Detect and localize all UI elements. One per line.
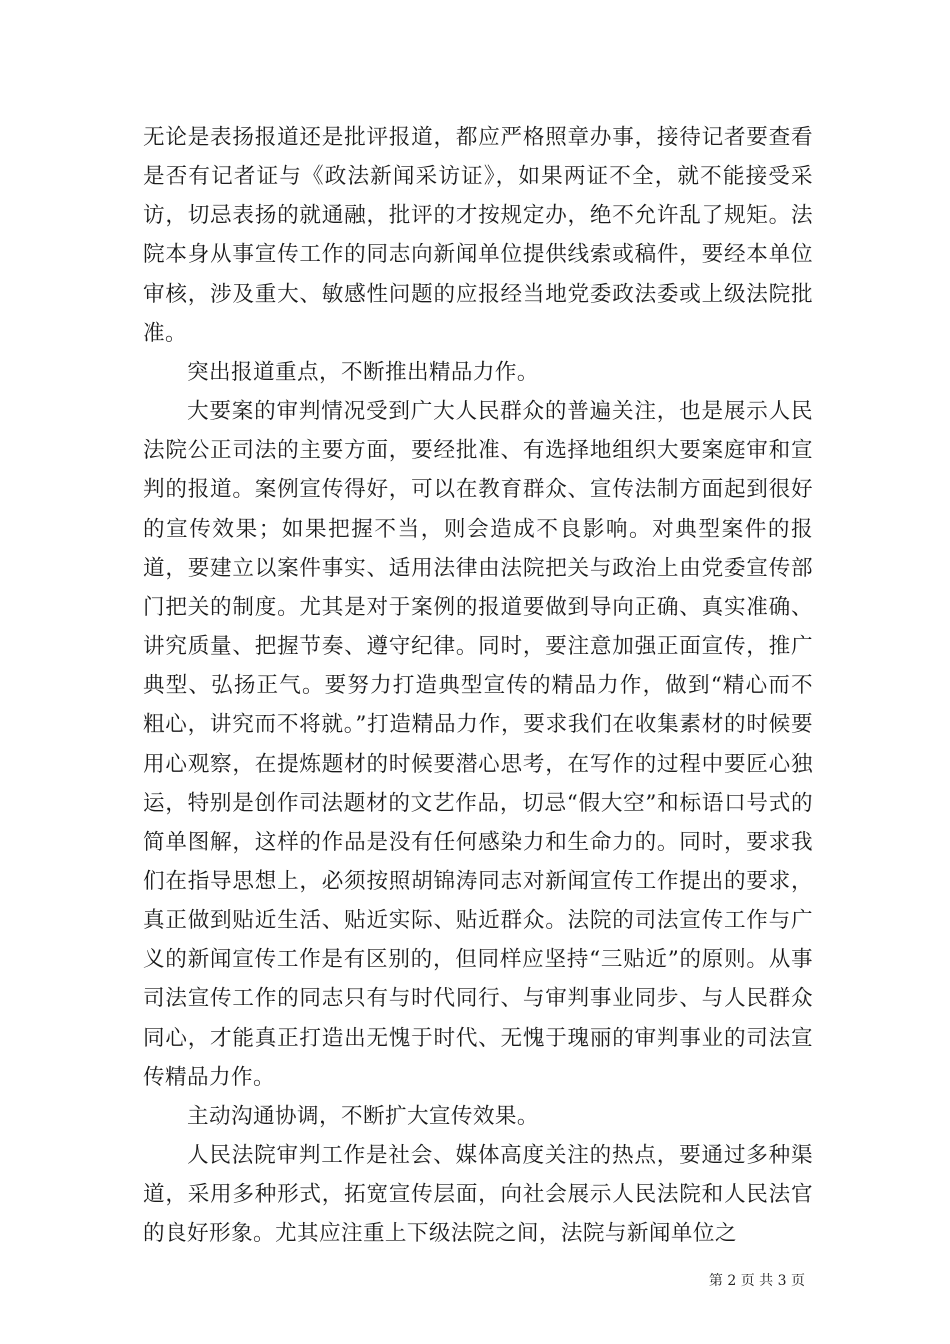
page-number: 第 2 页 共 3 页 (708, 1273, 805, 1289)
paragraph-3: 人民法院审判工作是社会、媒体高度关注的热点，要通过多种渠道，采用多种形式，拓宽宣传层面，向社会展示人民法院和人民法官的良好形象。尤其应注重上下级法院之间，法院与新闻单位之 (143, 1143, 813, 1247)
section-heading-2: 主动沟通协调，不断扩大宣传效果。 (187, 1103, 539, 1129)
paragraph-1: 无论是表扬报道还是批评报道，都应严格照章办事，接待记者要查看是否有记者证与《政法新闻采访证》，如果两证不全，就不能接受采访，切忌表扬的就通融，批评的才按规定办，绝不允许乱了规矩。法院本身从事宣传工作的同志向新闻单位提供线索或稿件，要经本单位审核，涉及重大、敏感性问题的应报经当地党委政法委或上级法院批准。 (143, 125, 813, 346)
paragraph-2: 大要案的审判情况受到广大人民群众的普遍关注，也是展示人民法院公正司法的主要方面，要经批准、有选择地组织大要案庭审和宣判的报道。案例宣传得好，可以在教育群众、宣传法制方面起到很好的宣传效果；如果把握不当，则会造成不良影响。对典型案件的报道，要建立以案件事实、适用法律由法院把关与政治上由党委宣传部门把关的制度。尤其是对于案例的报道要做到导向正确、真实准确、讲究质量、把握节奏、遵守纪律。同时，要注意加强正面宣传，推广典型、弘扬正气。要努力打造典型宣传的精品力作，做到“精心而不粗心，讲究而不将就。”打造精品力作，要求我们在收集素材的时候要用心观察，在提炼题材的时候要潜心思考，在写作的过程中要匠心独运，特别是创作司法题材的文艺作品，切忌“假大空”和标语口号式的简单图解，这样的作品是没有任何感染力和生命力的。同时，要求我们在指导思想上，必须按照胡锦涛同志对新闻宣传工作提出的要求，真正做到贴近生活、贴近实际、贴近群众。法院的司法宣传工作与广义的新闻宣传工作是有区别的，但同样应坚持“三贴近”的原则。从事司法宣传工作的同志只有与时代同行、与审判事业同步、与人民群众同心，才能真正打造出无愧于时代、无愧于瑰丽的审判事业的司法宣传精品力作。 (143, 399, 813, 1090)
section-heading-1: 突出报道重点，不断推出精品力作。 (187, 359, 539, 385)
body-text (143, 118, 813, 1254)
